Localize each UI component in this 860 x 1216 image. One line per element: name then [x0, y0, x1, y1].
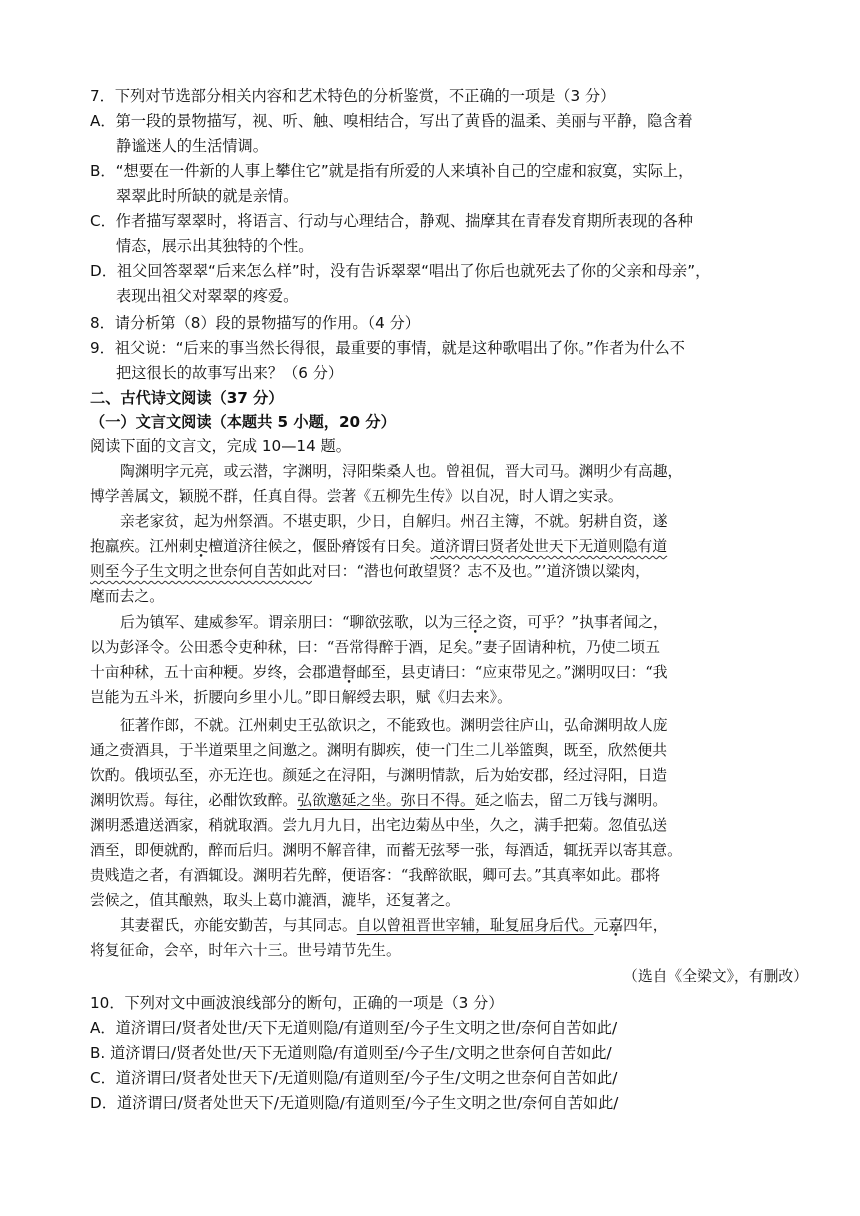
- passage-p1-line2: 博学善属文，颖脱不群，任真自得。尝著《五柳先生传》以自况，时人谓之实录。: [90, 488, 623, 505]
- underlined-sentence: 弘欲邀延之坐。弥日不得。: [297, 792, 475, 809]
- subsection-heading: （一）文言文阅读（本题共 5 小题，20 分）: [90, 413, 396, 431]
- q10-option-c: C．道济谓曰/贤者处世天下/无道则隐/有道则至/今子生/文明之世奈何自苦如此/: [90, 1069, 618, 1087]
- q9-line1: 9．祖父说：“后来的事当然长得很，最重要的事情，就是这种歌唱出了你。”作者为什么不: [90, 339, 685, 357]
- passage-p4-line7: 贵贱造之者，有酒辄设。渊明若先醉，便语客：“我醉欲眠，卿可去。”其真率如此。郡将: [90, 867, 661, 884]
- passage-p3-line1: [120, 612, 668, 634]
- q10-option-d: D．道济谓曰/贤者处世天下/无道则隐/有道则至/今子生文明之世/奈何自苦如此/: [90, 1094, 619, 1112]
- passage-p5-line2: 将复征命，会卒，时年六十三。世号靖节先生。: [90, 942, 401, 959]
- passage-text: 四年，: [623, 917, 668, 934]
- passage-text: 延之临去，留二万钱与渊明。: [474, 792, 668, 809]
- passage-p1-line1: 陶渊明字元亮，或云潜，字渊明，浔阳柴桑人也。曾祖侃，晋大司马。渊明少有高趣，: [120, 463, 683, 480]
- passage-text: 之资，可乎？”执事者闻之，: [482, 614, 668, 631]
- q7-option-a-line2: 静谧迷人的生活情调。: [116, 137, 268, 155]
- q9-line2: 把这很长的故事写出来？（6 分）: [116, 364, 344, 382]
- passage-text: 渊明饮焉。每往，必酣饮致醉。: [90, 792, 298, 809]
- passage-p5-line1: [120, 915, 668, 937]
- q8-text: 8．请分析第（8）段的景物描写的作用。（4 分）: [90, 314, 420, 332]
- section-heading: 二、古代诗文阅读（37 分）: [90, 389, 284, 407]
- wavy-underlined-text: 道济谓曰贤者处世天下无道则隐有道: [430, 538, 668, 555]
- q7-stem: 7．下列对节选部分相关内容和艺术特色的分析鉴赏，不正确的一项是（3 分）: [90, 87, 616, 105]
- passage-text: 十亩种秫，五十亩种粳。岁终，会郡遣: [90, 664, 342, 681]
- passage-p2-line4: 麾而去之。: [90, 588, 164, 605]
- q7-option-d-line2: 表现出祖父对翠翠的疼爱。: [116, 287, 299, 305]
- dotted-character: 史: [193, 538, 209, 555]
- passage-p4-line4: [90, 790, 667, 812]
- passage-source: （选自《全梁文》，有删改）: [623, 968, 808, 985]
- q7-option-c-line2: 情态，展示出其独特的个性。: [116, 237, 314, 255]
- passage-p4-line3: 饮酌。俄顷弘至，亦无迕也。颜延之在浔阳，与渊明情款，后为始安郡，经过浔阳，日造: [90, 767, 668, 784]
- passage-text: 抱羸疾。江州刺: [90, 538, 194, 555]
- passage-p4-line5: 渊明悉遣送酒家，稍就取酒。尝九月九日，出宅边菊丛中坐，久之，满手把菊。忽值弘送: [90, 817, 668, 834]
- passage-p2-line3: [90, 561, 650, 583]
- passage-text: 邮至，县吏请曰：“应束带见之。”渊明叹曰：“我: [356, 664, 668, 681]
- q7-option-b-line1: B．“想要在一件新的人事上攀住它”就是指有所爱的人来填补自己的空虚和寂寞，实际上，: [90, 162, 694, 180]
- reading-instruction: 阅读下面的文言文，完成 10—14 题。: [90, 437, 351, 455]
- dotted-character: 嘉: [608, 917, 624, 934]
- passage-text: 后为镇军、建威参军。谓亲朋曰：“聊欲弦歌，以为三: [120, 614, 468, 631]
- underlined-sentence: 自以曾祖晋世宰辅，耻复屈身后代。: [356, 917, 594, 934]
- passage-p4-line1: 征著作郎，不就。江州刺史王弘欲识之，不能致也。渊明尝往庐山，弘命渊明故人庞: [120, 717, 668, 734]
- q7-option-c-line1: C．作者描写翠翠时，将语言、行动与心理结合，静观、揣摩其在青春发育期所表现的各种: [90, 212, 693, 230]
- q7-option-d-line1: D．祖父回答翠翠“后来怎么样”时，没有告诉翠翠“唱出了你后也就死去了你的父亲和母亲”，: [90, 262, 711, 280]
- passage-p4-line2: 通之赍酒具，于半道栗里之间邀之。渊明有脚疾，使一门生二儿举篮舆，既至，欣然便共: [90, 742, 668, 759]
- passage-p3-line4: 岂能为五斗米，折腰向乡里小儿。”即日解绶去职，赋《归去来》。: [90, 689, 512, 706]
- dotted-character: 径: [467, 614, 483, 631]
- passage-text: 对曰：“潜也何敢望贤？志不及也。”’道济馈以粱肉，: [311, 563, 650, 580]
- q7-option-b-line2: 翠翠此时所缺的就是亲情。: [116, 187, 299, 205]
- passage-p2-line2: [90, 536, 667, 558]
- q10-option-a: A．道济谓曰/贤者处世/天下无道则隐/有道则至/今子生文明之世/奈何自苦如此/: [90, 1019, 618, 1037]
- passage-p4-line6: 酒至，即便就酌，醉而后归。渊明不解音律，而蓄无弦琴一张，每酒适，辄抚弄以寄其意。: [90, 842, 682, 859]
- dotted-character: 督: [341, 664, 357, 681]
- q10-stem: 10．下列对文中画波浪线部分的断句，正确的一项是（3 分）: [90, 994, 504, 1012]
- q7-option-a-line1: A．第一段的景物描写，视、听、触、嗅相结合，写出了黄昏的温柔、美丽与平静，隐含着: [90, 112, 693, 130]
- passage-p3-line2: 以为彭泽令。公田悉令吏种秫，曰：“吾常得醉于酒，足矣。”妻子固请种杭，乃使二顷五: [90, 639, 661, 656]
- passage-text: 檀道济往候之，偃卧瘠馁有日矣。: [208, 538, 431, 555]
- passage-text: 元: [593, 917, 609, 934]
- passage-p2-line1: 亲老家贫，起为州祭酒。不堪吏职，少日，自解归。州召主簿，不就。躬耕自资，遂: [120, 513, 668, 530]
- wavy-underlined-text: 则至今子生文明之世奈何自苦如此: [90, 563, 312, 580]
- passage-p4-line8: 尝候之，值其酿熟，取头上葛巾漉酒，漉毕，还复著之。: [90, 892, 460, 909]
- passage-text: 其妻翟氏，亦能安勤苦，与其同志。: [120, 917, 357, 934]
- q10-option-b: B. 道济谓曰/贤者处世/天下无道则隐/有道则至/今子生/文明之世奈何自苦如此/: [90, 1044, 612, 1062]
- passage-p3-line3: [90, 662, 668, 684]
